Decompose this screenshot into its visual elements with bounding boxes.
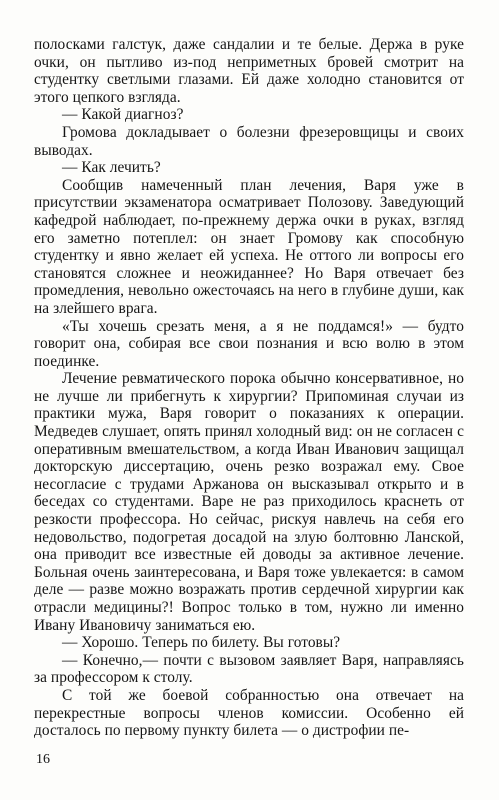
page-number: 16 bbox=[36, 752, 50, 767]
paragraph-4: — Как лечить? bbox=[62, 159, 161, 177]
paragraph-5: Сообщив намеченный план лечения, Варя уже в присутствии экзаменатора осматривает Полозову. Заведующий кафедрой наблюдает, по-прежнему держа очки в руках, взгляд его заметно потеплел: он знает Громову как способную студентку и явно желает ей успеха. Не оттого ли вопросы его становятся сложнее и неожиданнее? Но Варя отвечает без промедления, невольно ожесточаясь на него в глубине души, как на злейшего врага. bbox=[34, 176, 464, 317]
paragraph-7: Лечение ревматического порока обычно консервативное, но не лучше ли прибегнуть к хирургии? Припоминая случаи из практики мужа, Варя говорит о показаниях к операции. Медведев слушает, опять принял холодный вид: он не согласен с оперативным вмешательством, а когда Иван Иванович защищал докторскую диссертацию, очень резко возражал ему. Свое несогласие с трудами Аржанова он высказывал открыто и в беседах со студентами. Варе не раз приходилось краснеть от резкости профессора. Но сейчас, рискуя навлечь на себя его недовольство, подогретая досадой на злую болтовню Ланской, она приводит все известные ей доводы за активное лечение. Больная очень заинтересована, и Варя тоже увлекается: в самом деле — разве можно возражать против сердечной хирургии как отрасли медицины?! Вопрос только в том, нужно ли именно Ивану Ивановичу заниматься ею. bbox=[34, 370, 464, 634]
paragraph-8: — Хорошо. Теперь по билету. Вы готовы? bbox=[62, 634, 341, 652]
paragraph-6: «Ты хочешь срезать меня, а я не поддамся!» — будто говорит она, собирая все свои познания и всю волю в этом поединке. bbox=[34, 317, 464, 370]
paragraph-1: полосками галстук, даже сандалии и те белые. Держа в руке очки, он пытливо из-под неприметных бровей смотрит на студентку светлыми глазами. Ей даже холодно становится от этого цепкого взгляда. bbox=[34, 36, 464, 106]
paragraph-10: С той же боевой собранностью она отвечает на перекрестные вопросы членов комиссии. Особенно ей досталось по первому пункту билета — о дистрофии пе- bbox=[34, 686, 464, 740]
paragraph-2: — Какой диагноз? bbox=[62, 106, 184, 124]
body-text bbox=[34, 36, 464, 740]
paragraph-3: Громова докладывает о болезни фрезеровщицы и своих выводах. bbox=[34, 123, 464, 159]
paragraph-9: — Конечно,— почти с вызовом заявляет Варя, направляясь за профессором к столу. bbox=[34, 651, 464, 687]
